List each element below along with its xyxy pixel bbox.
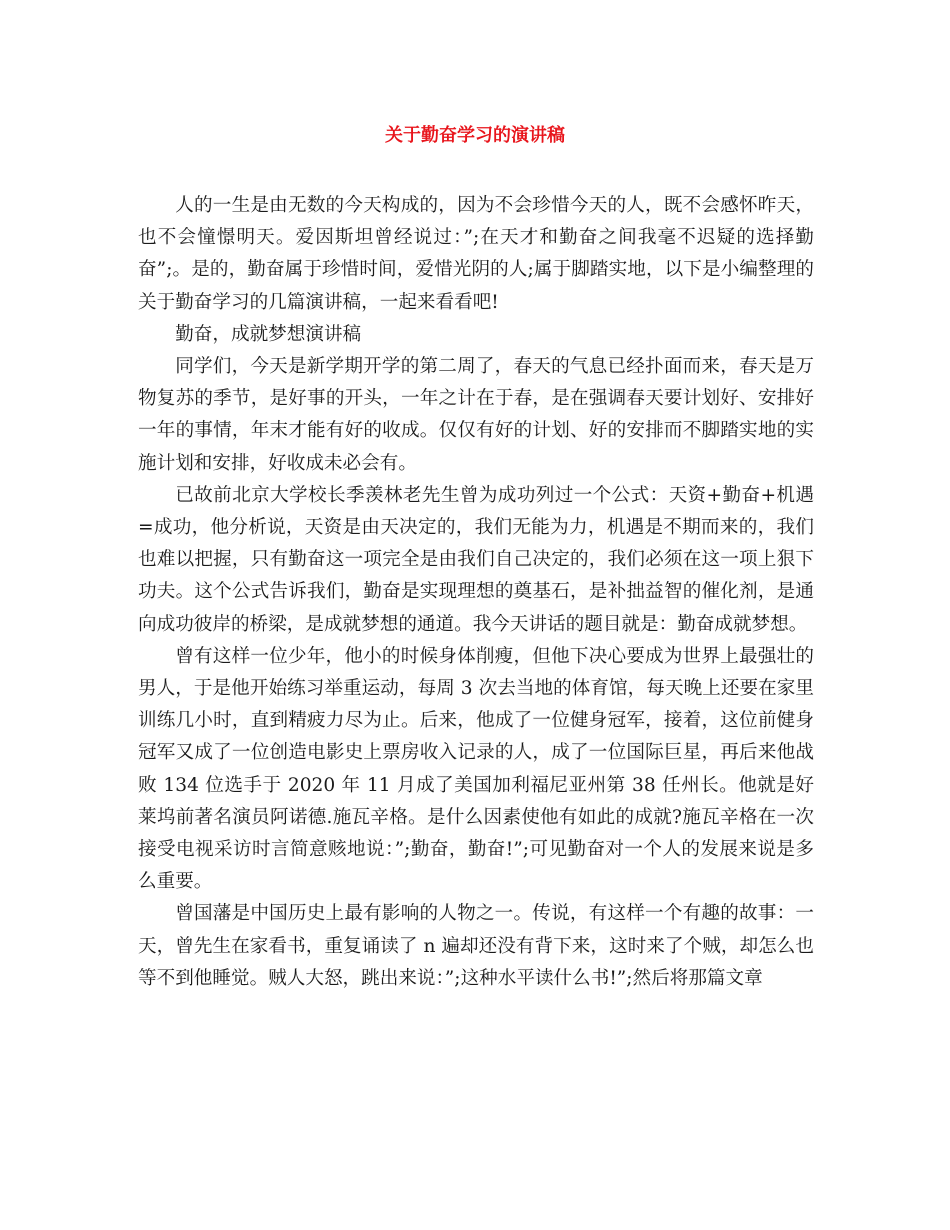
body-paragraph: 曾国藩是中国历史上最有影响的人物之一。传说，有这样一个有趣的故事：一天，曾先生在家看书，重复诵读了 n 遍却还没有背下来，这时来了个贼，却怎么也等不到他睡觉。贼人大怒，跳出来说：”;这种水平读什么书!”;然后将那篇文章 — [138, 903, 814, 989]
document-body — [138, 190, 814, 995]
intro-paragraph: 人的一生是由无数的今天构成的，因为不会珍惜今天的人，既不会感怀昨天，也不会憧憬明天。爱因斯坦曾经说过：”;在天才和勤奋之间我毫不迟疑的选择勤奋”;。是的，勤奋属于珍惜时间，爱惜光阴的人;属于脚踏实地，以下是小编整理的关于勤奋学习的几篇演讲稿，一起来看看吧! — [138, 195, 814, 313]
body-paragraph: 同学们，今天是新学期开学的第二周了，春天的气息已经扑面而来，春天是万物复苏的季节，是好事的开头，一年之计在于春，是在强调春天要计划好、安排好一年的事情，年末才能有好的收成。仅仅有好的计划、好的安排而不脚踏实地的实施计划和安排，好收成未必会有。 — [138, 356, 814, 474]
body-paragraph: 曾有这样一位少年，他小的时候身体削瘦，但他下决心要成为世界上最强壮的男人，于是他开始练习举重运动，每周 3 次去当地的体育馆，每天晚上还要在家里训练几小时，直到精疲力尽为止。后来，他成了一位健身冠军，接着，这位前健身冠军又成了一位创造电影史上票房收入记录的人，成了一位国际巨星，再后来他战败 134 位选手于 2020 年 11 月成了美国加利福尼亚州第 38 任州长。他就是好莱坞前著名演员阿诺德.施瓦辛格。是什么因素使他有如此的成就?施瓦辛格在一次接受电视采访时言简意赅地说：”;勤奋，勤奋!”;可见勤奋对一个人的发展来说是多么重要。 — [138, 645, 814, 893]
document-title: 关于勤奋学习的演讲稿 — [385, 125, 565, 146]
body-paragraph: 已故前北京大学校长季羡林老先生曾为成功列过一个公式：天资+勤奋+机遇=成功，他分析说，天资是由天决定的，我们无能为力，机遇是不期而来的，我们也难以把握，只有勤奋这一项完全是由我们自己决定的，我们必须在这一项上狠下功夫。这个公式告诉我们，勤奋是实现理想的奠基石，是补拙益智的催化剂，是通向成功彼岸的桥梁，是成就梦想的通道。我今天讲话的题目就是：勤奋成就梦想。 — [138, 484, 814, 635]
speech-heading: 勤奋，成就梦想演讲稿 — [175, 323, 362, 345]
